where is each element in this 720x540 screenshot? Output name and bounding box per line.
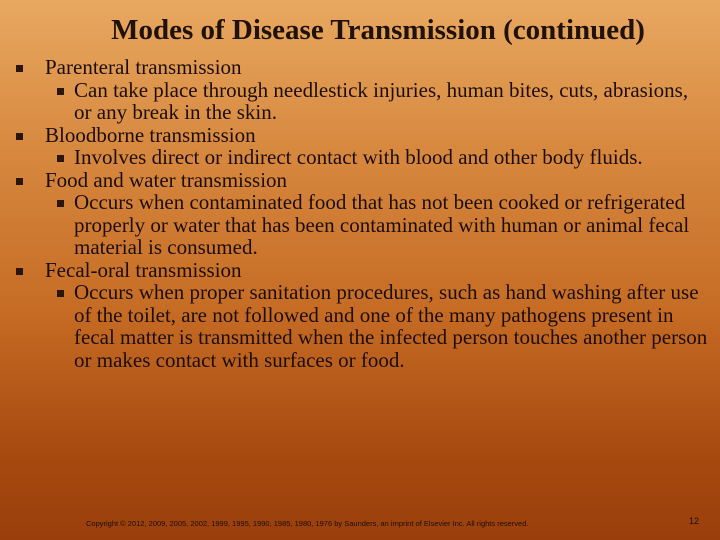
square-bullet-icon [57,88,64,95]
square-bullet-icon [57,200,64,207]
square-bullet-icon [16,65,23,72]
slide-title: Modes of Disease Transmission (continued) [111,14,645,46]
square-bullet-icon [57,155,64,162]
list-item-food-water [16,169,708,259]
sub-bullet-text: Occurs when proper sanitation procedures, such as hand washing after use of the toilet, are not followed and one of the many pathogens present in fecal matter is transmitted when the infected person touches another person or makes contact with surfaces or food. [74,280,708,372]
square-bullet-icon [16,268,23,275]
list-item-bloodborne [16,124,708,169]
square-bullet-icon [57,290,64,297]
list-item-fecal-oral [16,259,708,372]
sub-bullet [57,146,708,169]
square-bullet-icon [16,133,23,140]
sub-bullet [57,191,708,259]
square-bullet-icon [16,178,23,185]
sub-bullet [57,281,708,371]
bullet-heading: Bloodborne transmission [45,122,256,147]
sub-bullet-text: Can take place through needlestick injuries, human bites, cuts, abrasions, or any break in the skin. [74,77,689,124]
sub-bullet [57,79,708,124]
bullet-heading: Food and water transmission [45,167,288,192]
sub-bullet-text: Involves direct or indirect contact with blood and other body fluids. [74,145,643,169]
bullet-heading: Fecal-oral transmission [45,257,242,282]
bullet-heading: Parenteral transmission [45,55,242,79]
list-item-parenteral [16,56,708,124]
bullet-list [16,56,708,371]
copyright-notice: Copyright © 2012, 2009, 2005, 2002, 1999, 1995, 1990, 1985, 1980, 1976 by Saunders, an imprint of Elsevier Inc. All rights reserved. [86,519,529,528]
slide-number: 12 [689,516,700,526]
sub-bullet-text: Occurs when contaminated food that has not been cooked or refrigerated properly or water that has been contaminated with human or animal fecal material is consumed. [74,190,690,259]
